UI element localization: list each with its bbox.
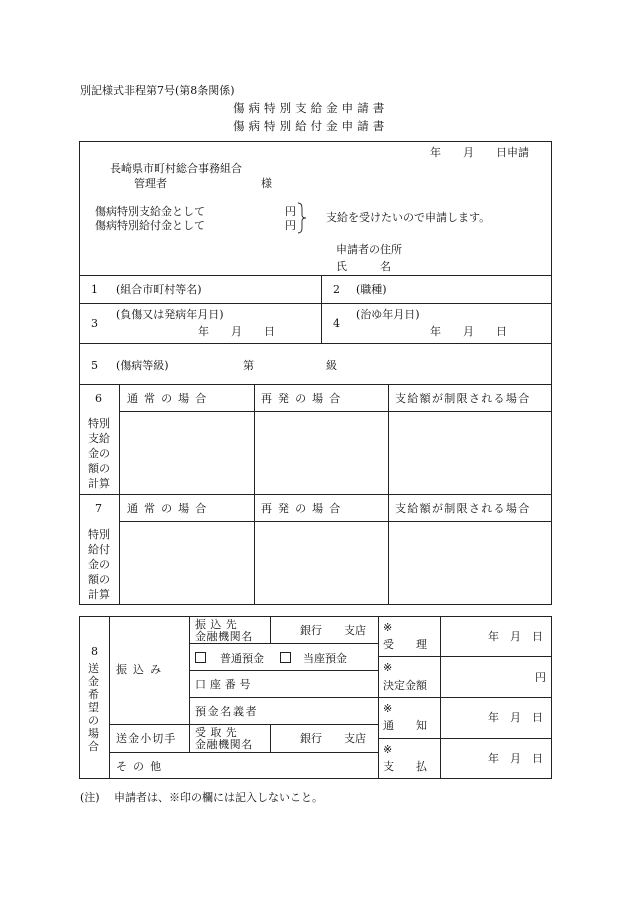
special-payment-label: 傷病特別支給金として [95, 205, 205, 218]
honorific: 様 [261, 177, 272, 190]
section-6-side-label: 特別支給金の額の計算 [88, 417, 110, 490]
section-8-side-label: 送金希望の場合 [88, 662, 99, 753]
toza-checkbox[interactable] [280, 652, 291, 663]
office-mark-3: ※ [383, 702, 393, 715]
application-date[interactable]: 年 月 日申請 [430, 146, 529, 159]
field-4-date[interactable]: 年 月 日 [430, 325, 507, 338]
field-2-number: 2 [333, 283, 340, 296]
section-7-limit-cell[interactable] [390, 523, 550, 603]
recv-label-1: 受取先 [195, 726, 242, 739]
applicant-name-label: 氏 名 [336, 260, 391, 273]
office-shiharai-date: 年 月 日 [488, 752, 543, 765]
yen-unit-1: 円 [285, 205, 296, 218]
form-title-2: 傷病特別給付金申請書 [233, 119, 389, 133]
futsu-label: 普通預金 [220, 652, 264, 665]
section-6-recur-cell[interactable] [256, 413, 386, 493]
field-3-date[interactable]: 年 月 日 [198, 325, 275, 338]
section-6-limit-cell[interactable] [390, 413, 550, 493]
office-juri-date: 年 月 日 [488, 630, 543, 643]
section-7-col-recur: 再発の場合 [261, 502, 347, 515]
account-holder-field[interactable] [272, 699, 376, 722]
addressee-title: 管理者 [134, 177, 167, 190]
office-kettei-label: 決定金額 [383, 679, 427, 692]
other-field[interactable] [191, 754, 376, 777]
section-7-col-normal: 通常の場合 [127, 502, 213, 515]
section-6-col-normal: 通常の場合 [127, 392, 213, 405]
account-number-label: 口座番号 [195, 678, 255, 691]
field-4-number: 4 [333, 317, 340, 330]
recv-value[interactable]: 銀行 支店 [300, 732, 366, 745]
field-4-label: (治ゆ年月日) [356, 308, 420, 321]
field-5-kyu[interactable]: 級 [326, 359, 337, 372]
office-mark-1: ※ [383, 621, 393, 634]
other-label: その他 [116, 760, 168, 773]
field-3-number: 3 [91, 317, 98, 330]
section-7-side-label: 特別給付金の額の計算 [88, 528, 110, 601]
section-7-col-limit: 支給額が制限される場合 [395, 502, 531, 515]
office-mark-4: ※ [383, 743, 393, 756]
section-7-recur-cell[interactable] [256, 523, 386, 603]
account-holder-label: 預金名義者 [195, 705, 259, 718]
field-2-label[interactable]: (職種) [356, 283, 387, 296]
note-label: (注) [80, 791, 100, 804]
request-text: 支給を受けたいので申請します。 [326, 211, 491, 224]
section-6-col-limit: 支給額が制限される場合 [395, 392, 531, 405]
brace-icon [297, 202, 307, 234]
section-6-normal-cell[interactable] [121, 413, 252, 493]
furikomi-label: 振込み [116, 663, 168, 676]
futsu-checkbox[interactable] [195, 652, 206, 663]
office-tsuchi-label: 通 知 [383, 719, 427, 732]
deposit-type-row[interactable] [195, 652, 347, 664]
form-reference: 別記様式非程第7号(第8条関係) [80, 84, 235, 97]
section-7-normal-cell[interactable] [121, 523, 252, 603]
office-kettei-unit: 円 [535, 671, 546, 684]
special-benefit-label: 傷病特別給付金として [95, 219, 205, 232]
section-8-number: 8 [91, 645, 98, 658]
toza-label: 当座預金 [303, 652, 347, 665]
addressee-organization: 長崎県市町村総合事務組合 [110, 162, 242, 175]
recv-label-2: 金融機関名 [195, 738, 253, 751]
office-tsuchi-date: 年 月 日 [488, 711, 543, 724]
bank-label-1: 振込先 [195, 618, 242, 631]
field-1-number: 1 [91, 283, 98, 296]
bank-label-2: 金融機関名 [195, 630, 253, 643]
yen-unit-2: 円 [285, 219, 296, 232]
field-5-dai: 第 [243, 359, 254, 372]
section-6-number: 6 [95, 392, 102, 405]
office-juri-label: 受 理 [383, 638, 427, 651]
field-3-label: (負傷又は発病年月日) [116, 308, 224, 321]
field-5-label: (傷病等級) [116, 359, 169, 372]
section-6-col-recur: 再発の場合 [261, 392, 347, 405]
form-title-1: 傷病特別支給金申請書 [233, 101, 389, 115]
field-1-label[interactable]: (組合市町村等名) [116, 283, 202, 296]
office-shiharai-label: 支 払 [383, 760, 427, 773]
note-text: 申請者は、※印の欄には記入しないこと。 [114, 791, 323, 804]
applicant-address-label: 申請者の住所 [336, 243, 402, 256]
office-mark-2: ※ [383, 661, 393, 674]
check-label: 送金小切手 [116, 732, 177, 745]
account-number-field[interactable] [272, 672, 376, 695]
field-5-number: 5 [91, 359, 98, 372]
section-7-number: 7 [95, 502, 102, 515]
bank-value[interactable]: 銀行 支店 [300, 624, 366, 637]
